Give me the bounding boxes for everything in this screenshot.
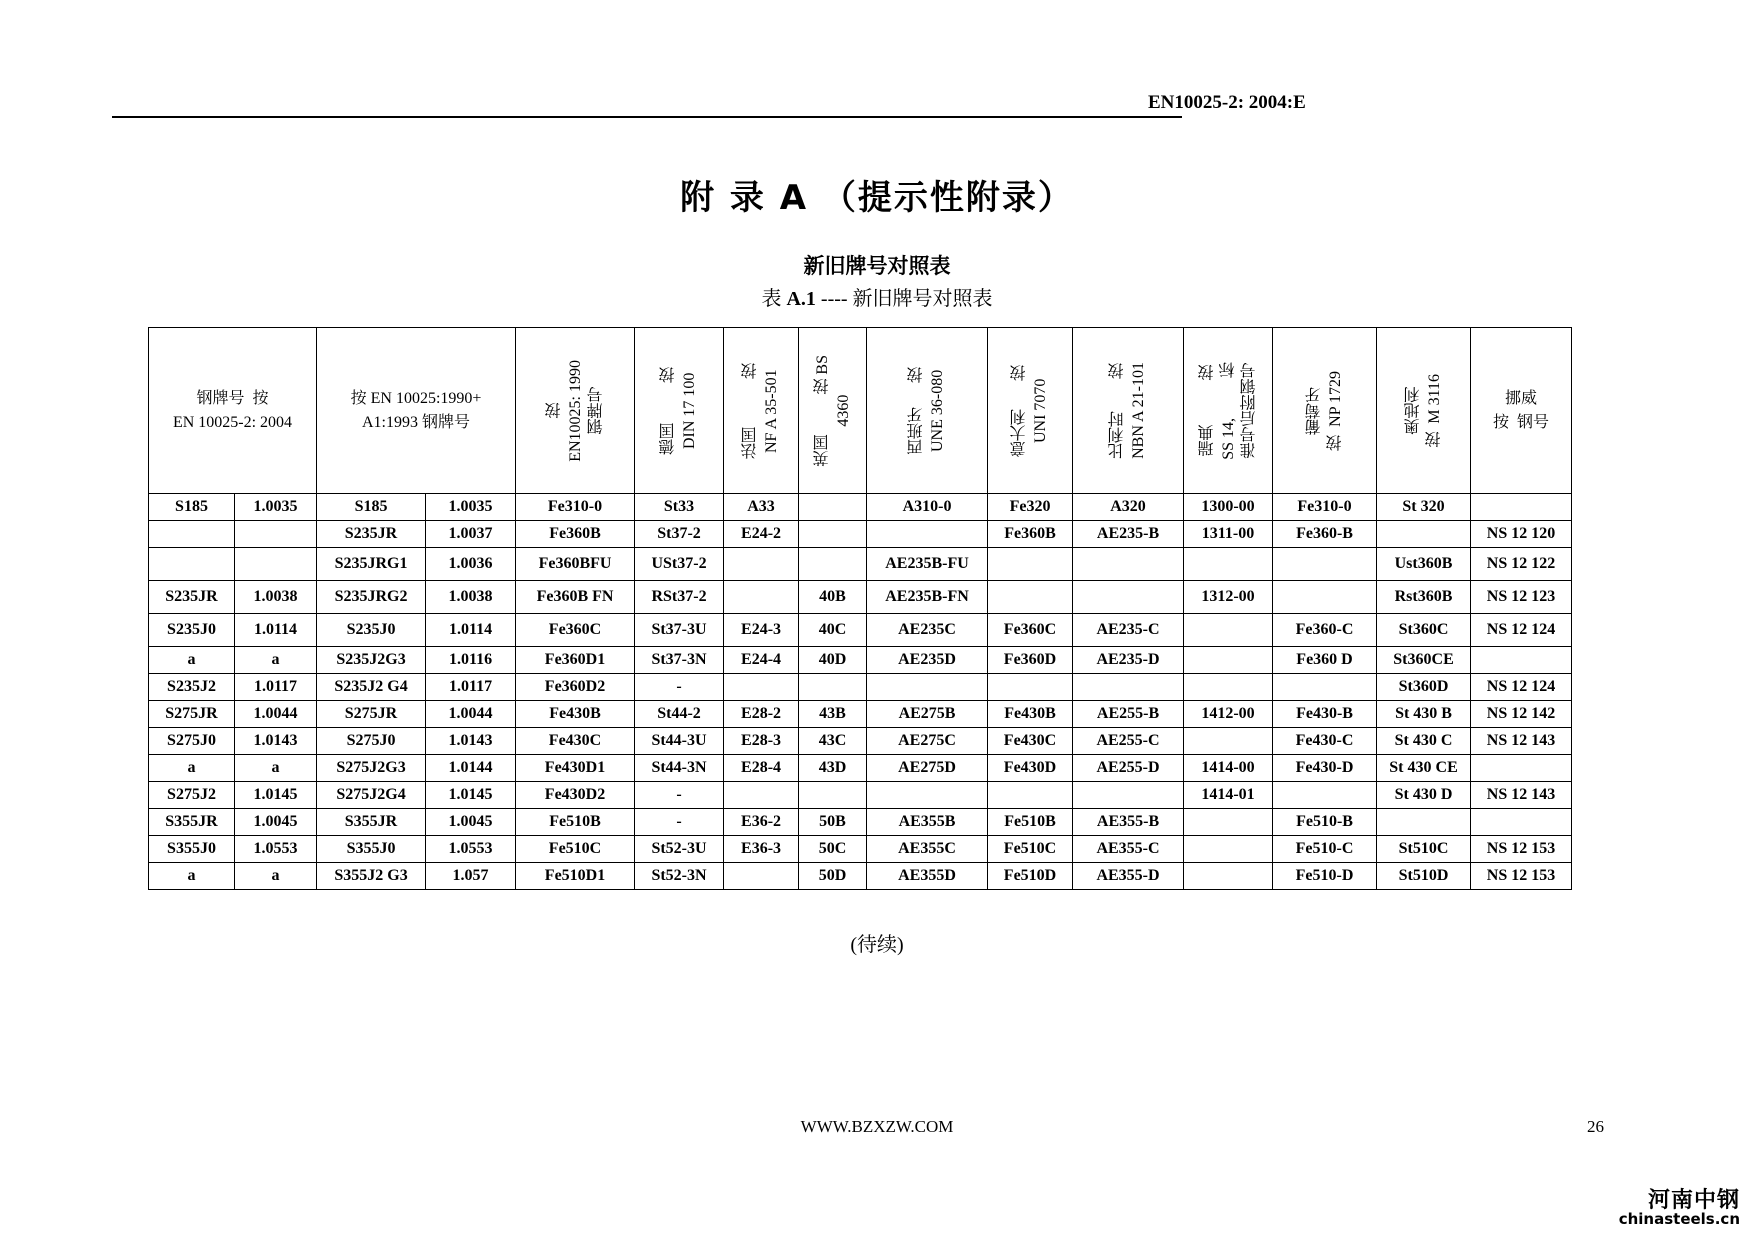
table-cell [799,674,867,701]
caption-suffix: ---- 新旧牌号对照表 [815,288,993,310]
table-cell [724,581,799,614]
table-cell: Fe360D [988,647,1073,674]
table-cell [1184,863,1273,890]
table-cell: 1.0144 [426,755,516,782]
table-cell: 1.0038 [426,581,516,614]
table-cell: Fe510D1 [516,863,635,890]
table-row [149,674,1572,701]
table-cell: S355JR [149,809,235,836]
table-cell: S275JR [317,701,426,728]
table-cell [799,782,867,809]
table-cell: 1311-00 [1184,521,1273,548]
table-cell: Fe430C [988,728,1073,755]
table-cell: Fe360C [988,614,1073,647]
table-cell: Fe360B [988,521,1073,548]
table-cell: S275J2G4 [317,782,426,809]
table-cell: 40D [799,647,867,674]
table-cell [988,674,1073,701]
table-cell: 1.0117 [426,674,516,701]
table-cell: S235JR [149,581,235,614]
table-cell: AE235-B [1073,521,1184,548]
table-cell: St510D [1377,863,1471,890]
header-label: 法国 按 NF A 35-501 [742,362,781,459]
table-cell: E36-3 [724,836,799,863]
table-cell [1471,647,1572,674]
table-cell: 1.0553 [235,836,317,863]
table-row [149,494,1572,521]
table-cell [1184,674,1273,701]
header-cell [799,328,867,494]
table-cell: 1.0035 [235,494,317,521]
table-cell: AE235D [867,647,988,674]
table-cell: S355J0 [317,836,426,863]
table-cell [1184,647,1273,674]
table-cell: St 430 B [1377,701,1471,728]
table-cell: 1.0143 [426,728,516,755]
continued-note: (待续) [850,934,904,956]
table-cell: AE355B [867,809,988,836]
table-cell: S235J0 [317,614,426,647]
table-cell: Fe360BFU [516,548,635,581]
table-cell: Fe320 [988,494,1073,521]
table-cell: St33 [635,494,724,521]
table-cell: St44-2 [635,701,724,728]
table-cell: S355J2 G3 [317,863,426,890]
table-cell: a [235,647,317,674]
table-cell: 1.0037 [426,521,516,548]
table-cell: - [635,782,724,809]
table-cell: S235J2 [149,674,235,701]
table-cell: Fe360D1 [516,647,635,674]
table-cell: S275J2G3 [317,755,426,782]
table-cell: Fe510-D [1273,863,1377,890]
table-cell: A320 [1073,494,1184,521]
page-number: 26 [1587,1117,1604,1136]
header-label: 挪威 按 钢号 [1493,389,1550,431]
table-header-row [149,328,1572,494]
header-wrap [1273,328,1376,493]
table-cell [1073,782,1184,809]
table-cell: 1312-00 [1184,581,1273,614]
header-rule [112,116,1182,118]
table-cell: NS 12 122 [1471,548,1572,581]
table-cell: S185 [149,494,235,521]
header-label: 西班牙 按 UNE 36-080 [908,366,947,455]
table-cell: St52-3U [635,836,724,863]
table-cell: 43B [799,701,867,728]
table-cell: 1.0044 [426,701,516,728]
table-cell [867,521,988,548]
table-cell: AE235C [867,614,988,647]
table-cell: St37-2 [635,521,724,548]
header-cell [149,328,317,494]
table-cell: S235JRG2 [317,581,426,614]
table-row [149,647,1572,674]
header-label: 钢牌号 按 EN 10025-2: 2004 [172,389,293,431]
table-cell [724,548,799,581]
table-cell: Fe510C [988,836,1073,863]
header-label: 比利时 按 NBN A 21-101 [1109,362,1148,459]
table-cell: St37-3N [635,647,724,674]
table-cell: 1.0145 [235,782,317,809]
table-cell: Fe310-0 [1273,494,1377,521]
table-cell: AE355D [867,863,988,890]
header-cell [1273,328,1377,494]
footer-url: WWW.BZXZW.COM [800,1117,954,1136]
table-cell: S185 [317,494,426,521]
table-cell: 40C [799,614,867,647]
table-cell: a [235,755,317,782]
table-cell: 1.0035 [426,494,516,521]
table-cell [1184,809,1273,836]
watermark-en: chinasteels.cn [1618,1210,1740,1229]
table-cell: S235J2G3 [317,647,426,674]
table-cell: St 430 CE [1377,755,1471,782]
table-row [149,836,1572,863]
table-cell: a [149,863,235,890]
table-cell: a [149,647,235,674]
table-cell: St360C [1377,614,1471,647]
table-cell: AE275C [867,728,988,755]
header-wrap [1073,328,1183,493]
table-row [149,581,1572,614]
table-cell: 1414-01 [1184,782,1273,809]
table-cell [1184,548,1273,581]
table-cell: S275J0 [149,728,235,755]
table-cell: Fe360B [516,521,635,548]
table-caption [0,282,1754,311]
table-cell: Fe360D2 [516,674,635,701]
table-cell: Fe510D [988,863,1073,890]
table-cell: AE235-D [1073,647,1184,674]
table-cell: St 320 [1377,494,1471,521]
header-wrap [867,328,987,493]
table-cell: NS 12 124 [1471,674,1572,701]
header-wrap [1377,328,1470,493]
watermark [1619,1189,1740,1228]
table-cell: S355J0 [149,836,235,863]
table-cell: Rst360B [1377,581,1471,614]
table-cell [988,548,1073,581]
table-cell: AE355-D [1073,863,1184,890]
table-cell: St44-3N [635,755,724,782]
table-cell [799,521,867,548]
table-row [149,701,1572,728]
table-cell: E28-4 [724,755,799,782]
table-cell: a [149,755,235,782]
header-label: 德国 按 DIN 17 100 [660,366,699,455]
table-cell [235,548,317,581]
table-cell: Fe510-B [1273,809,1377,836]
table-cell: A310-0 [867,494,988,521]
table-cell: AE235B-FU [867,548,988,581]
table-cell: AE355-B [1073,809,1184,836]
table-cell: 50B [799,809,867,836]
table-cell: NS 12 143 [1471,728,1572,755]
table-cell: Fe510-C [1273,836,1377,863]
table-row [149,548,1572,581]
table-cell [1471,809,1572,836]
table-cell [1273,548,1377,581]
table-cell [1377,521,1471,548]
table-cell: 50C [799,836,867,863]
header-label: 按 EN10025: 1990 钢牌号 [545,359,605,462]
table-row [149,755,1572,782]
header-cell [1184,328,1273,494]
table-cell [1273,782,1377,809]
table-cell: 1.0114 [426,614,516,647]
table-cell: NS 12 153 [1471,836,1572,863]
table-cell: Fe430-D [1273,755,1377,782]
grade-comparison-table [148,327,1572,890]
table-cell: St510C [1377,836,1471,863]
table-cell: Fe510C [516,836,635,863]
header-cell [317,328,516,494]
table-cell: E36-2 [724,809,799,836]
table-cell: S275J2 [149,782,235,809]
table-cell: 1.0117 [235,674,317,701]
caption-prefix: 表 [761,288,787,310]
table-cell [724,863,799,890]
header-wrap [724,328,798,493]
document-id: EN10025-2: 2004:E [1148,92,1306,113]
table-cell: Fe310-0 [516,494,635,521]
table-cell: S275JR [149,701,235,728]
header-cell [1073,328,1184,494]
table-cell: AE235-C [1073,614,1184,647]
header-label: 葡萄牙 按 NP 1729 [1305,370,1344,451]
table-cell: E24-3 [724,614,799,647]
table-cell [235,521,317,548]
table-cell: Fe360-C [1273,614,1377,647]
table-cell [1471,494,1572,521]
table-cell: 43C [799,728,867,755]
header-wrap [1184,328,1272,493]
table-cell: S235J0 [149,614,235,647]
table-cell: Fe510B [516,809,635,836]
table-cell [149,521,235,548]
table-cell: S235J2 G4 [317,674,426,701]
table-cell: AE355C [867,836,988,863]
table-cell: Fe430D1 [516,755,635,782]
table-cell: St360D [1377,674,1471,701]
appendix-title: 附 录 A （提示性附录） [680,178,1074,218]
table-cell [1073,548,1184,581]
header-wrap [516,328,634,493]
table-cell: AE235B-FN [867,581,988,614]
table-cell: AE355-C [1073,836,1184,863]
table-cell [1184,614,1273,647]
table-cell: Fe430B [516,701,635,728]
table-cell [724,782,799,809]
table-cell [1073,581,1184,614]
table-row [149,521,1572,548]
table-cell: 1.0038 [235,581,317,614]
caption-number: A.1 [786,288,816,310]
table-cell: 1.0036 [426,548,516,581]
table-cell: NS 12 124 [1471,614,1572,647]
table-cell: USt37-2 [635,548,724,581]
watermark-cn: 河南中钢 [1647,1188,1740,1214]
table-row [149,614,1572,647]
table-cell: 1412-00 [1184,701,1273,728]
header-cell [867,328,988,494]
header-label: 英国 按 BS 4360 [813,354,852,467]
header-label: 意大利 按 UNI 7070 [1011,364,1050,457]
table-cell: S235JRG1 [317,548,426,581]
table-cell: St 430 D [1377,782,1471,809]
table-cell: St52-3N [635,863,724,890]
table-cell: 1.0114 [235,614,317,647]
table-cell [1184,728,1273,755]
table-cell: NS 12 120 [1471,521,1572,548]
table-cell: A33 [724,494,799,521]
header-label: 奥地利 按 M 3116 [1404,373,1443,448]
header-cell [724,328,799,494]
table-cell: a [235,863,317,890]
table-cell [149,548,235,581]
table-cell [1377,809,1471,836]
table-cell: S355JR [317,809,426,836]
table-cell: Fe430D [988,755,1073,782]
table-cell: Fe430-B [1273,701,1377,728]
header-label: 瑞典 按 SS 14, 标 准号后附钢号 [1198,361,1258,460]
table-cell: 1.0143 [235,728,317,755]
table-cell: E24-4 [724,647,799,674]
table-cell [799,494,867,521]
table-cell: St 430 C [1377,728,1471,755]
table-cell: Fe430-C [1273,728,1377,755]
table-cell [1273,674,1377,701]
table-cell: St37-3U [635,614,724,647]
table-cell: Fe360 D [1273,647,1377,674]
table-cell: Fe430B [988,701,1073,728]
table-cell: 1.0045 [426,809,516,836]
table-cell: RSt37-2 [635,581,724,614]
table-cell: S275J0 [317,728,426,755]
table-cell: - [635,674,724,701]
table-cell: AE255-B [1073,701,1184,728]
table-cell: Fe360C [516,614,635,647]
table-cell: St360CE [1377,647,1471,674]
table-cell: E28-2 [724,701,799,728]
table-row [149,809,1572,836]
header-wrap [799,328,866,493]
table-row [149,782,1572,809]
table-cell: - [635,809,724,836]
table-cell: AE275B [867,701,988,728]
table-cell: NS 12 123 [1471,581,1572,614]
header-cell [1377,328,1471,494]
table-cell: 1.0116 [426,647,516,674]
table-cell: Fe360B FN [516,581,635,614]
header-wrap [635,328,723,493]
table-cell: 1.057 [426,863,516,890]
header-cell [988,328,1073,494]
header-wrap [988,328,1072,493]
table-cell: 1414-00 [1184,755,1273,782]
header-cell [516,328,635,494]
table-cell [867,674,988,701]
table-cell: 1.0045 [235,809,317,836]
table-cell [1184,836,1273,863]
table-cell: 1.0553 [426,836,516,863]
table-cell: E28-3 [724,728,799,755]
table-cell: St44-3U [635,728,724,755]
table-cell: Fe360-B [1273,521,1377,548]
table-cell: Fe430D2 [516,782,635,809]
table-cell: E24-2 [724,521,799,548]
table-cell: Ust360B [1377,548,1471,581]
table-cell: AE255-D [1073,755,1184,782]
table-cell: AE275D [867,755,988,782]
header-cell [1471,328,1572,494]
table-cell: NS 12 143 [1471,782,1572,809]
header-label: 按 EN 10025:1990+ A1:1993 钢牌号 [350,389,482,431]
table-cell [799,548,867,581]
table-cell [988,782,1073,809]
table-cell: Fe430C [516,728,635,755]
table-heading: 新旧牌号对照表 [803,254,951,278]
table-cell: 1.0044 [235,701,317,728]
table-cell [988,581,1073,614]
table-cell: 1.0145 [426,782,516,809]
table-cell: S235JR [317,521,426,548]
table-cell: NS 12 153 [1471,863,1572,890]
table-cell: NS 12 142 [1471,701,1572,728]
table-cell [1273,581,1377,614]
table-cell [1073,674,1184,701]
table-cell: Fe510B [988,809,1073,836]
table-cell [867,782,988,809]
table-cell [1471,755,1572,782]
table-row [149,728,1572,755]
table-cell [724,674,799,701]
table-cell: 43D [799,755,867,782]
table-cell: 1300-00 [1184,494,1273,521]
header-cell [635,328,724,494]
table-row [149,863,1572,890]
table-cell: 50D [799,863,867,890]
table-cell: 40B [799,581,867,614]
table-cell: AE255-C [1073,728,1184,755]
